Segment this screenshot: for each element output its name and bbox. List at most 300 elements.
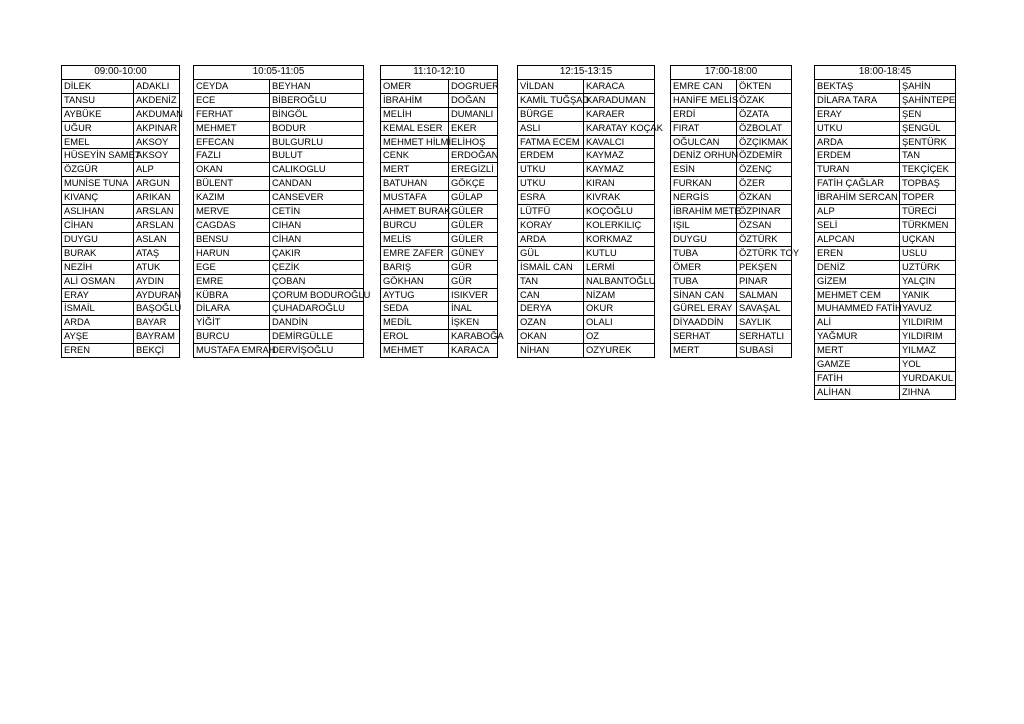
- last-name-cell: BEYHAN: [270, 79, 364, 93]
- last-name-cell: YOL: [900, 358, 956, 372]
- first-name-cell: EREN: [62, 344, 134, 358]
- first-name-cell: MEHMET HİLMİ: [381, 135, 449, 149]
- last-name-cell: SAVAŞAL: [737, 302, 792, 316]
- table-row: [815, 302, 956, 316]
- first-name-cell: ALP: [815, 205, 900, 219]
- last-name-cell: SUBASİ: [737, 344, 792, 358]
- table-row: [671, 93, 792, 107]
- table-row: [381, 79, 498, 93]
- table-row: [62, 107, 180, 121]
- last-name-cell: UÇKAN: [900, 232, 956, 246]
- first-name-cell: MELİH: [381, 107, 449, 121]
- table-row: [194, 163, 364, 177]
- last-name-cell: TAN: [900, 149, 956, 163]
- table-row: [381, 135, 498, 149]
- last-name-cell: ALP: [134, 163, 180, 177]
- table-row: [671, 288, 792, 302]
- table-row: [381, 191, 498, 205]
- last-name-cell: YURDAKUL: [900, 371, 956, 385]
- first-name-cell: VİLDAN: [518, 79, 584, 93]
- last-name-cell: CİHAN: [270, 232, 364, 246]
- table-row: [194, 232, 364, 246]
- last-name-cell: CANDAN: [270, 177, 364, 191]
- last-name-cell: KIVRAK: [584, 191, 655, 205]
- first-name-cell: ALPCAN: [815, 232, 900, 246]
- first-name-cell: GÜL: [518, 246, 584, 260]
- first-name-cell: KORAY: [518, 218, 584, 232]
- last-name-cell: ELİHOŞ: [449, 135, 498, 149]
- last-name-cell: AYDIN: [134, 274, 180, 288]
- first-name-cell: AYŞE: [62, 330, 134, 344]
- last-name-cell: CALIKOGLU: [270, 163, 364, 177]
- table-row: [381, 205, 498, 219]
- table-row: [381, 274, 498, 288]
- first-name-cell: MUHAMMED FATİH: [815, 302, 900, 316]
- table-row: [62, 302, 180, 316]
- last-name-cell: ARSLAN: [134, 205, 180, 219]
- last-name-cell: OZYUREK: [584, 344, 655, 358]
- last-name-cell: ÖZÇIKMAK: [737, 135, 792, 149]
- table-row: [815, 246, 956, 260]
- first-name-cell: ERAY: [815, 107, 900, 121]
- first-name-cell: KAZIM: [194, 191, 270, 205]
- last-name-cell: KARAER: [584, 107, 655, 121]
- last-name-cell: KORKMAZ: [584, 232, 655, 246]
- last-name-cell: KAYMAZ: [584, 149, 655, 163]
- first-name-cell: NİHAN: [518, 344, 584, 358]
- table-row: [194, 121, 364, 135]
- last-name-cell: BULGURLU: [270, 135, 364, 149]
- first-name-cell: ÖMER: [671, 260, 737, 274]
- last-name-cell: DUMANLI: [449, 107, 498, 121]
- time-slot-header: 11:10-12:10: [381, 66, 498, 80]
- table-row: [381, 232, 498, 246]
- first-name-cell: BURCU: [381, 218, 449, 232]
- first-name-cell: TANSU: [62, 93, 134, 107]
- last-name-cell: GÜLAP: [449, 191, 498, 205]
- first-name-cell: EMRE: [194, 274, 270, 288]
- last-name-cell: ARSLAN: [134, 218, 180, 232]
- first-name-cell: DENİZ ORHUN: [671, 149, 737, 163]
- last-name-cell: ÖZKAN: [737, 191, 792, 205]
- last-name-cell: YALÇIN: [900, 274, 956, 288]
- first-name-cell: EROL: [381, 330, 449, 344]
- first-name-cell: HÜSEYİN SAMET: [62, 149, 134, 163]
- last-name-cell: BAYRAM: [134, 330, 180, 344]
- table-row: [518, 177, 655, 191]
- first-name-cell: TUBA: [671, 274, 737, 288]
- first-name-cell: DUYGU: [62, 232, 134, 246]
- time-slot-table: [517, 65, 663, 358]
- time-slot-header-row: [671, 66, 792, 80]
- table-row: [518, 149, 655, 163]
- table-row: [62, 121, 180, 135]
- first-name-cell: ALİ: [815, 316, 900, 330]
- first-name-cell: ESİN: [671, 163, 737, 177]
- table-row: [815, 316, 956, 330]
- table-row: [518, 107, 655, 121]
- first-name-cell: ASLIHAN: [62, 205, 134, 219]
- first-name-cell: OKAN: [518, 330, 584, 344]
- last-name-cell: DERVİŞOĞLU: [270, 344, 364, 358]
- last-name-cell: OZ: [584, 330, 655, 344]
- last-name-cell: ÖZTÜRK TOY: [737, 246, 792, 260]
- table-row: [518, 316, 655, 330]
- table-row: [62, 163, 180, 177]
- last-name-cell: GÜNEY: [449, 246, 498, 260]
- last-name-cell: KARATAY KOÇAK: [584, 121, 655, 135]
- first-name-cell: MEDİL: [381, 316, 449, 330]
- first-name-cell: CAN: [518, 288, 584, 302]
- table-row: [671, 163, 792, 177]
- first-name-cell: YAĞMUR: [815, 330, 900, 344]
- last-name-cell: BULUT: [270, 149, 364, 163]
- first-name-cell: TAN: [518, 274, 584, 288]
- first-name-cell: GÜREL ERAY: [671, 302, 737, 316]
- last-name-cell: ÇUHADAROĞLU: [270, 302, 364, 316]
- first-name-cell: ARDA: [518, 232, 584, 246]
- last-name-cell: SERHATLI: [737, 330, 792, 344]
- table-row: [518, 302, 655, 316]
- last-name-cell: AKPINAR: [134, 121, 180, 135]
- first-name-cell: ESRA: [518, 191, 584, 205]
- last-name-cell: YAVUZ: [900, 302, 956, 316]
- first-name-cell: DENİZ: [815, 260, 900, 274]
- last-name-cell: ADAKLI: [134, 79, 180, 93]
- time-slot-header-row: [62, 66, 180, 80]
- last-name-cell: İNAL: [449, 302, 498, 316]
- last-name-cell: BEKÇİ: [134, 344, 180, 358]
- first-name-cell: OMER: [381, 79, 449, 93]
- table-row: [381, 93, 498, 107]
- table-row: [194, 135, 364, 149]
- table-row: [518, 246, 655, 260]
- table-row: [671, 135, 792, 149]
- table-row: [381, 107, 498, 121]
- last-name-cell: BAYAR: [134, 316, 180, 330]
- time-slot-header-row: [381, 66, 498, 80]
- table-row: [671, 316, 792, 330]
- first-name-cell: MUSTAFA: [381, 191, 449, 205]
- time-slot-header-row: [194, 66, 364, 80]
- first-name-cell: ERDEM: [815, 149, 900, 163]
- last-name-cell: ÖZAK: [737, 93, 792, 107]
- table-row: [194, 79, 364, 93]
- table-row: [518, 121, 655, 135]
- first-name-cell: NEZİH: [62, 260, 134, 274]
- last-name-cell: ŞAHİN: [900, 79, 956, 93]
- time-slot-table: [380, 65, 504, 358]
- table-row: [62, 246, 180, 260]
- first-name-cell: UTKU: [518, 163, 584, 177]
- last-name-cell: ARIKAN: [134, 191, 180, 205]
- last-name-cell: CIHAN: [270, 218, 364, 232]
- last-name-cell: ÇEZİK: [270, 260, 364, 274]
- first-name-cell: MERT: [671, 344, 737, 358]
- first-name-cell: ARDA: [62, 316, 134, 330]
- table-row: [815, 205, 956, 219]
- table-row: [518, 344, 655, 358]
- time-slot-header: 10:05-11:05: [194, 66, 364, 80]
- table-row: [815, 385, 956, 399]
- table-row: [381, 288, 498, 302]
- last-name-cell: GÜLER: [449, 205, 498, 219]
- first-name-cell: GÖKHAN: [381, 274, 449, 288]
- first-name-cell: DİLEK: [62, 79, 134, 93]
- first-name-cell: EGE: [194, 260, 270, 274]
- table-row: [62, 330, 180, 344]
- last-name-cell: ŞAHİNTEPE: [900, 93, 956, 107]
- table-row: [671, 121, 792, 135]
- first-name-cell: IŞIL: [671, 218, 737, 232]
- first-name-cell: LÜTFÜ: [518, 205, 584, 219]
- last-name-cell: USLU: [900, 246, 956, 260]
- last-name-cell: ÇAKIR: [270, 246, 364, 260]
- last-name-cell: EKER: [449, 121, 498, 135]
- first-name-cell: AYTUG: [381, 288, 449, 302]
- first-name-cell: MERT: [381, 163, 449, 177]
- first-name-cell: İBRAHİM: [381, 93, 449, 107]
- table-row: [815, 121, 956, 135]
- last-name-cell: KARABOĞA: [449, 330, 498, 344]
- first-name-cell: İSMAİL: [62, 302, 134, 316]
- table-row: [62, 316, 180, 330]
- first-name-cell: ARDA: [815, 135, 900, 149]
- last-name-cell: KARACA: [449, 344, 498, 358]
- time-slot-header: 18:00-18:45: [815, 66, 956, 80]
- first-name-cell: SEDA: [381, 302, 449, 316]
- table-row: [62, 232, 180, 246]
- first-name-cell: DİYAADDİN: [671, 316, 737, 330]
- table-row: [815, 93, 956, 107]
- table-row: [381, 246, 498, 260]
- last-name-cell: ZIHNA: [900, 385, 956, 399]
- first-name-cell: CEYDA: [194, 79, 270, 93]
- table-row: [194, 218, 364, 232]
- first-name-cell: ERDEM: [518, 149, 584, 163]
- first-name-cell: FATMA ECEM: [518, 135, 584, 149]
- first-name-cell: BURAK: [62, 246, 134, 260]
- first-name-cell: GAMZE: [815, 358, 900, 372]
- first-name-cell: CENK: [381, 149, 449, 163]
- table-row: [671, 205, 792, 219]
- first-name-cell: MEHMET: [381, 344, 449, 358]
- table-row: [815, 135, 956, 149]
- table-row: [194, 246, 364, 260]
- last-name-cell: KARACA: [584, 79, 655, 93]
- table-row: [815, 149, 956, 163]
- table-row: [815, 177, 956, 191]
- last-name-cell: AKDENİZ: [134, 93, 180, 107]
- first-name-cell: HARUN: [194, 246, 270, 260]
- table-row: [518, 79, 655, 93]
- first-name-cell: BÜRGE: [518, 107, 584, 121]
- first-name-cell: CİHAN: [62, 218, 134, 232]
- first-name-cell: TURAN: [815, 163, 900, 177]
- last-name-cell: BAŞOĞLU: [134, 302, 180, 316]
- table-row: [671, 260, 792, 274]
- table-row: [194, 302, 364, 316]
- last-name-cell: BİNGÖL: [270, 107, 364, 121]
- last-name-cell: ŞEN: [900, 107, 956, 121]
- table-row: [815, 274, 956, 288]
- table-row: [62, 93, 180, 107]
- last-name-cell: YANIK: [900, 288, 956, 302]
- table-row: [62, 344, 180, 358]
- time-slot-header-row: [518, 66, 655, 80]
- first-name-cell: DERYA: [518, 302, 584, 316]
- last-name-cell: ÖZPINAR: [737, 205, 792, 219]
- last-name-cell: ÖZATA: [737, 107, 792, 121]
- first-name-cell: BEKTAŞ: [815, 79, 900, 93]
- table-row: [671, 149, 792, 163]
- first-name-cell: EMRE ZAFER: [381, 246, 449, 260]
- last-name-cell: AKSOY: [134, 149, 180, 163]
- time-slot-header-row: [815, 66, 956, 80]
- last-name-cell: OKUR: [584, 302, 655, 316]
- table-row: [671, 191, 792, 205]
- table-row: [381, 149, 498, 163]
- table-row: [815, 344, 956, 358]
- last-name-cell: KUTLU: [584, 246, 655, 260]
- first-name-cell: BURCU: [194, 330, 270, 344]
- table-row: [815, 107, 956, 121]
- last-name-cell: AKDUMAN: [134, 107, 180, 121]
- last-name-cell: NİZAM: [584, 288, 655, 302]
- first-name-cell: ALİHAN: [815, 385, 900, 399]
- first-name-cell: ALİ OSMAN: [62, 274, 134, 288]
- table-row: [815, 358, 956, 372]
- time-slot-table: [61, 65, 183, 358]
- first-name-cell: BATUHAN: [381, 177, 449, 191]
- table-row: [671, 218, 792, 232]
- first-name-cell: KIVANÇ: [62, 191, 134, 205]
- last-name-cell: ATAŞ: [134, 246, 180, 260]
- table-row: [62, 135, 180, 149]
- last-name-cell: ŞENTÜRK: [900, 135, 956, 149]
- first-name-cell: EMRE CAN: [671, 79, 737, 93]
- first-name-cell: YİĞİT: [194, 316, 270, 330]
- last-name-cell: BİBEROĞLU: [270, 93, 364, 107]
- last-name-cell: ÖZBOLAT: [737, 121, 792, 135]
- first-name-cell: TUBA: [671, 246, 737, 260]
- table-row: [671, 246, 792, 260]
- last-name-cell: ÖZDEMİR: [737, 149, 792, 163]
- first-name-cell: KAMİL TUĞŞAD: [518, 93, 584, 107]
- table-row: [671, 302, 792, 316]
- table-row: [815, 288, 956, 302]
- first-name-cell: SELİ: [815, 218, 900, 232]
- last-name-cell: ÖZTÜRK: [737, 232, 792, 246]
- last-name-cell: CANSEVER: [270, 191, 364, 205]
- last-name-cell: NALBANTOĞLU: [584, 274, 655, 288]
- first-name-cell: KEMAL ESER: [381, 121, 449, 135]
- last-name-cell: AYDURAN: [134, 288, 180, 302]
- last-name-cell: SALMAN: [737, 288, 792, 302]
- table-row: [62, 191, 180, 205]
- table-row: [381, 218, 498, 232]
- last-name-cell: KAVALCI: [584, 135, 655, 149]
- last-name-cell: ÇOBAN: [270, 274, 364, 288]
- time-slot-table: [670, 65, 800, 358]
- table-row: [194, 177, 364, 191]
- table-row: [518, 205, 655, 219]
- first-name-cell: İSMAİL CAN: [518, 260, 584, 274]
- table-row: [62, 177, 180, 191]
- table-row: [194, 274, 364, 288]
- first-name-cell: İBRAHİM SERCAN: [815, 191, 900, 205]
- last-name-cell: GÜR: [449, 260, 498, 274]
- table-row: [815, 79, 956, 93]
- first-name-cell: MUSTAFA EMRAH: [194, 344, 270, 358]
- first-name-cell: DUYGU: [671, 232, 737, 246]
- last-name-cell: BODUR: [270, 121, 364, 135]
- table-row: [194, 205, 364, 219]
- table-row: [381, 177, 498, 191]
- first-name-cell: BARIŞ: [381, 260, 449, 274]
- first-name-cell: EMEL: [62, 135, 134, 149]
- last-name-cell: PINAR: [737, 274, 792, 288]
- time-slot-header: 17:00-18:00: [671, 66, 792, 80]
- first-name-cell: MEHMET CEM: [815, 288, 900, 302]
- last-name-cell: GÜLER: [449, 218, 498, 232]
- table-row: [62, 260, 180, 274]
- last-name-cell: ÖZSAN: [737, 218, 792, 232]
- table-row: [381, 330, 498, 344]
- first-name-cell: FERHAT: [194, 107, 270, 121]
- table-row: [381, 344, 498, 358]
- first-name-cell: MERVE: [194, 205, 270, 219]
- last-name-cell: LERMİ: [584, 260, 655, 274]
- last-name-cell: ÖZENÇ: [737, 163, 792, 177]
- first-name-cell: UĞUR: [62, 121, 134, 135]
- table-row: [518, 191, 655, 205]
- first-name-cell: HANİFE MELİS: [671, 93, 737, 107]
- first-name-cell: BÜLENT: [194, 177, 270, 191]
- table-row: [815, 371, 956, 385]
- first-name-cell: NERGİS: [671, 191, 737, 205]
- last-name-cell: SAYLIK: [737, 316, 792, 330]
- first-name-cell: EREN: [815, 246, 900, 260]
- table-row: [381, 163, 498, 177]
- last-name-cell: ISIKVER: [449, 288, 498, 302]
- first-name-cell: İBRAHİM METE: [671, 205, 737, 219]
- table-row: [671, 232, 792, 246]
- time-slot-table: [193, 65, 371, 358]
- table-row: [194, 316, 364, 330]
- table-row: [194, 93, 364, 107]
- table-row: [815, 191, 956, 205]
- last-name-cell: AKSOY: [134, 135, 180, 149]
- table-row: [518, 288, 655, 302]
- table-row: [381, 316, 498, 330]
- first-name-cell: MEHMET: [194, 121, 270, 135]
- first-name-cell: ERDİ: [671, 107, 737, 121]
- table-row: [381, 302, 498, 316]
- table-row: [671, 107, 792, 121]
- last-name-cell: KOÇOĞLU: [584, 205, 655, 219]
- last-name-cell: GÜLER: [449, 232, 498, 246]
- table-row: [62, 149, 180, 163]
- first-name-cell: ECE: [194, 93, 270, 107]
- table-row: [381, 121, 498, 135]
- table-row: [62, 205, 180, 219]
- time-slot-header: 12:15-13:15: [518, 66, 655, 80]
- last-name-cell: GÖKÇE: [449, 177, 498, 191]
- first-name-cell: UTKU: [815, 121, 900, 135]
- first-name-cell: FATİH ÇAĞLAR: [815, 177, 900, 191]
- table-row: [194, 149, 364, 163]
